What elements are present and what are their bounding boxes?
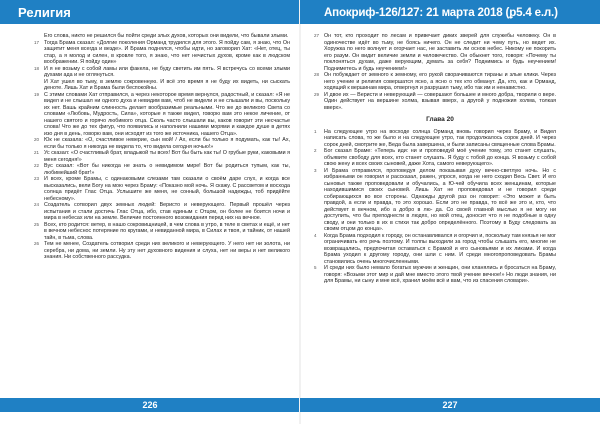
verse-paragraph <box>314 148 556 168</box>
verse-number: 22 <box>34 163 40 168</box>
verse-number: 1 <box>314 128 317 134</box>
verse-text: Тогда Брама сказал: «Долгие поколения Орманд трудился для этого. Я пойду сам, я знаю, что Он защитит меня всегда и везде». И Брама поднялся, чтобы идти, но заговорил Хат: «Нет, отец, ты стар, а я молод и силен, в кровле того, я знаю, что нет нечистых духов, кроме как в людском воображении. Я пойду один» <box>44 39 290 65</box>
right-page <box>300 0 600 424</box>
page-number-left: 226 <box>142 400 158 410</box>
verse-text: Тем не менее, Создатель сотворил среди них великого и неверующего. У него нет ни золота, ни серебра, ни дома, ни земли. Ну эту нет духовного видения и слуха, нет ни веры и нет великого знания. Ни собственного рассудка. <box>44 241 290 260</box>
left-page-text <box>34 33 290 392</box>
right-page-footer <box>300 398 600 412</box>
verse-text: Юк не сказала: «О, счастливое неверие, сын мой! / Ах, если бы только я подумать, как ты! Ах, если бы только я никогда не видела то, что видела сегодня ночью!» <box>44 137 290 150</box>
verse-paragraph <box>34 39 290 66</box>
verse-paragraph <box>34 150 290 163</box>
verse-number: 25 <box>34 221 40 227</box>
verse-paragraph <box>314 72 556 92</box>
verse-text: И двое их — Веристи и неверующий — совершают большее и много добра, творили о вере. Один действует на вершине холма, взывая вверх, а другой у подножия холма, толкая вверх». <box>324 91 556 111</box>
verse-number: 26 <box>34 241 40 246</box>
verse-number: 2 <box>314 148 317 153</box>
verse-paragraph <box>314 33 556 72</box>
verse-number: 23 <box>34 176 40 181</box>
verse-number: 21 <box>34 150 40 155</box>
verse-number: 28 <box>314 72 320 77</box>
verse-number: 29 <box>314 91 320 97</box>
verse-text: Бог сказал Браме: «Теперь иди: ни и проповедуй моё учение тому, это станет слушать, объявите свободу для всех, кто станет слушать. Я буду с тобой до конца. Я возьму с собой свою жену и всех своих сыновей, даже Хота, самого неверующего». <box>324 148 556 167</box>
verse-text: Он побуждает от земного к земному, его рукой сворачиваются тираны и злые клики. Через него учение и религия совершатся ясно, а ясно о тех кто обманут. Да, кто, как и Орманд, ходящий к вершинам мира, отвергнул и разрушил тьму, ибо так им и ненавистно. <box>324 72 556 91</box>
chapter-heading: Глава 20 <box>426 116 454 123</box>
verse-text: На следующее утро на восходе солнца Орманд вновь говорил через Браму, и Видел написать слова, то же было и на следующее утро, так продолжалось сорок дней. И через сорок дней, смотрите же, Веда была завершена, и были записаны священные слова Брамы. <box>324 128 556 148</box>
verse-paragraph <box>34 241 290 261</box>
issue-title: Апокриф-126/127: 21 марта 2018 (ᵱ5.4 е.л.) <box>324 5 558 19</box>
left-page-footer <box>0 398 300 412</box>
verse-number: 18 <box>34 65 40 71</box>
section-title: Религия <box>18 4 71 20</box>
verse-paragraph <box>44 79 290 92</box>
verse-number: 5 <box>314 265 317 270</box>
verse-paragraph <box>34 163 290 176</box>
verse-paragraph <box>314 167 556 233</box>
verse-text: И Брама отправился, проповедуя делом показывая духу вечно-светлую ночь. Но с избранными он говорил и рассказал, ражен, упрося, когда не него сходил Весь Свет. И его сыновья также проповедовали и обучались, а Ю-чей обучила всех женщинам, которые находившимися своих сыновей. Лишь Хат не проповедовал и не говорил среди собирающихся во все стороны. Однажды другой раз он говорит: «Это может и быть правдой, а если и правда, то это хорошо. Если это не правда, то всё же это и, кто, что действует в вечном, ибо а добро в лю- да. Со своей главной мыслью я не могу ни доступить, что бы преподнести в людях, но мой отец, доносит что я не подобные в одну своду, и они только в их в стихи так добро определённого. Поэтому в Буду следовать за своим отцом до конца». <box>324 167 556 232</box>
verse-text: Его слова, никто не решился бы пойти среди злых духов, которых они видели, что бывали злыми. <box>44 33 289 39</box>
verse-paragraph <box>314 91 556 112</box>
verse-text: Вус сказал: «Вот бы никогда не знать о невидимом мире! Вот бы родиться тупым, как ты, любимейший брат!» <box>44 163 290 176</box>
verse-paragraph <box>314 232 556 266</box>
verse-paragraph <box>34 202 290 222</box>
verse-text: Когда Брама подходил к городу, он останавливался и огорчил и, поскольку там князья не мог ограничивать его речь поэтому. И толпы выходили за город чтобы слышать его, многие не возвращались, предпочитая оставаться с Брамой и его сыновьями и их ликами. И когда Брама уходил к другому городу, они шли с ним. И среди многопроповедовать Брамы становились очень многочисленными. <box>324 232 556 265</box>
right-page-text <box>314 33 556 392</box>
verse-text: Всех, кто родится: ветер, в нашо сокровищницей, в чем слова в утро, в теле в светах и ещё, и нет в вечном небеснос потеряние по кругами, и невиданной мира, в Силах и твоя, и тайник, от нашей тайн, в тьма, слова. <box>44 221 290 241</box>
verse-number: 19 <box>34 91 40 97</box>
page-number-right: 227 <box>442 400 458 410</box>
verse-number: 3 <box>314 167 317 173</box>
verse-text: Ус сказал: «О счастливый брат, владыкой ты всех! Вот бы быть как ты! О грубые руки, каковыми я меня сегодня!» <box>44 150 290 163</box>
verse-text: Он тот, кто проходит по лесам и привечает диких зверей для служебы человеку. Он в одиночестве идёт во тьму, не боясь ничего. Он не следит ни чему путь, но ведет их. Хоружка по него волнует и огорчает нас, не заставить ли основ небес. Никому не покорить его разум. Он видит величие земли и человечество. Он обыкнет того, говоря: «Почему ты поклоняться духам, даже верующим, думать за себя? Поднимись и будь неучением! Подниметесь и будь неучением!» <box>324 33 556 72</box>
verse-text: И Хат ушел во тьму, в землю сокровенную. И всё это время я не буду их видеть, ни сыскать деноте. Лишь Хат и Брама были беспокойны. <box>44 78 290 91</box>
verse-paragraph <box>34 221 290 242</box>
verses-before-chapter <box>314 33 556 111</box>
right-page-header <box>300 0 600 24</box>
verse-text: И всех, кроме Брамы, с одинаковыми слезами там сказали о своём даре слух, и когда все высказались, вели Богу на мою через Браму: «Показно мой ночь. Я скажу. С рассветом и восхода солнца придёт Глас Отца. Услышите же меня, не сонный, большой надежды, тоб придёйте небесному». <box>44 176 290 202</box>
left-page-header <box>0 0 300 24</box>
verse-text: И среди них было немало богатых мужчин и женщин, они кланялись и бросаться на Браму, говоря: «Возьми этот мир и дай мне вместо этого твой учение вечное!» Но люди знания, ни для Брамы, ни сыну и мне всё, хранил моём всё и вам, что из спасения словари». <box>324 265 556 284</box>
verse-number: 4 <box>314 232 317 238</box>
verse-paragraph <box>34 137 290 150</box>
verse-number: 17 <box>34 39 40 45</box>
verse-paragraph <box>314 128 556 149</box>
verse-paragraph <box>34 65 290 79</box>
verse-paragraph <box>34 91 290 138</box>
verse-text: Создатель сотворил двух земных людей: Веристо и неверующего. Первый прошёл через испытания и стали достичь Глас Отца, ибо, став единым с Отцом, он более не боится ночи и мира в небесах или на земле. Величие постоянного возожидания перед них на вечное. <box>44 202 290 221</box>
verse-number: 27 <box>314 33 320 38</box>
verse-number: 20 <box>34 137 40 142</box>
verse-text: С этими словами Хат отправился, а через некоторое время вернулся, радостный, и сказал: «Я не видел и не слышал ни одного духа и невидим вам, чтоб не видели и не слышали и вы, поскольку их нет. Вашь крайним слинность делает вообразимые реальными. Что же до великого Света со словами «Любовь, Мудрость, Сила», которые я также видел, говорю вам это некое личение, от нашего святого и горячо любимого отца. Сколь часто слышали вы, каков говорит эти несчастье слова! Что же до тех фигур, что появились и наполнили нашими морями и каждое душе в детях изо дня в день, говорю вам, они исходят из того же источника, нашего Отца». <box>44 91 290 137</box>
verse-paragraph <box>314 265 556 285</box>
verse-paragraph <box>34 176 290 202</box>
verses-after-chapter <box>314 128 556 285</box>
verse-text: И я не возьму с собой ламы или факела, не буду светить им пять. Я встречусь со всеми злыми духами ада и не оглянуться. <box>44 65 290 78</box>
verse-number: 24 <box>34 202 40 207</box>
